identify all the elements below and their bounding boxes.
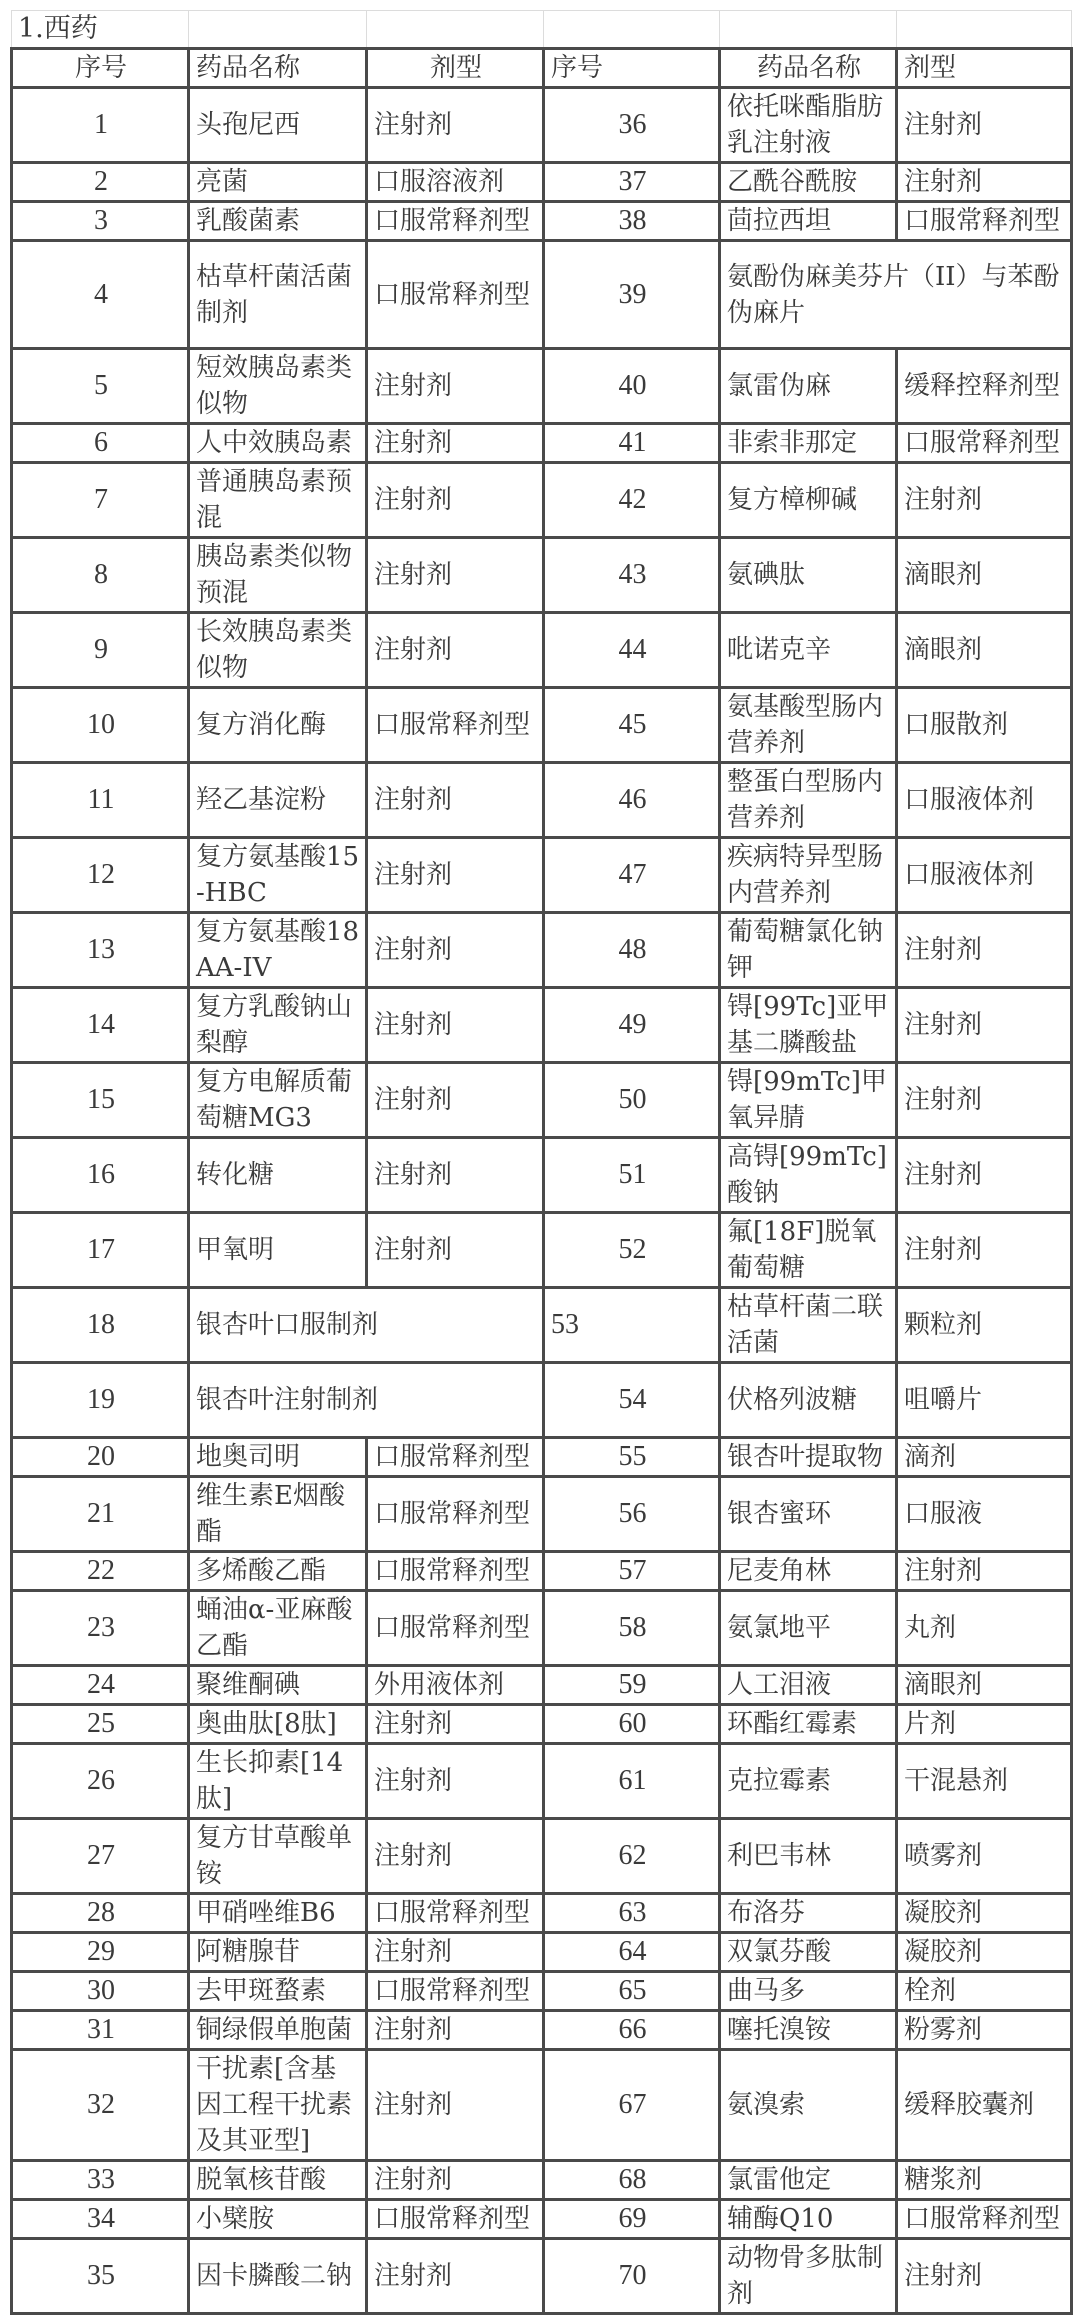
- drug-name-right: 茴拉西坦: [720, 202, 897, 241]
- row-number-left: 33: [12, 2161, 189, 2200]
- drug-name-right: 乙酰谷酰胺: [720, 163, 897, 202]
- row-number-left: 21: [12, 1477, 189, 1552]
- table-row: [12, 1972, 1072, 2011]
- header-form-left: 剂型: [367, 49, 544, 88]
- drug-name-left: 乳酸菌素: [189, 202, 367, 241]
- table-row: [12, 1438, 1072, 1477]
- table-row: [12, 202, 1072, 241]
- dosage-form-left: 注射剂: [367, 913, 544, 988]
- drug-name-left: 铜绿假单胞菌: [189, 2011, 367, 2050]
- row-number-right: 41: [544, 424, 720, 463]
- section-title-row: [12, 11, 1072, 49]
- drug-name-right: 尼麦角林: [720, 1552, 897, 1591]
- row-number-left: 7: [12, 463, 189, 538]
- drug-name-left: 多烯酸乙酯: [189, 1552, 367, 1591]
- drug-name-right: 复方樟柳碱: [720, 463, 897, 538]
- dosage-form-left: 注射剂: [367, 1063, 544, 1138]
- row-number-right: 55: [544, 1438, 720, 1477]
- header-form-right: 剂型: [897, 49, 1072, 88]
- dosage-form-left: 注射剂: [367, 2161, 544, 2200]
- drug-name-left: 生长抑素[14肽]: [189, 1744, 367, 1819]
- row-number-right: 56: [544, 1477, 720, 1552]
- drug-name-left: 维生素E烟酸酯: [189, 1477, 367, 1552]
- row-number-left: 30: [12, 1972, 189, 2011]
- row-number-right: 65: [544, 1972, 720, 2011]
- drug-name-right: 高锝[99mTc]酸钠: [720, 1138, 897, 1213]
- dosage-form-left: 注射剂: [367, 1138, 544, 1213]
- drug-name-left: 银杏叶口服制剂: [189, 1288, 544, 1363]
- row-number-left: 14: [12, 988, 189, 1063]
- dosage-form-right: 口服常释剂型: [897, 202, 1072, 241]
- row-number-right: 40: [544, 349, 720, 424]
- row-number-right: 49: [544, 988, 720, 1063]
- table-row: [12, 1363, 1072, 1438]
- drug-name-left: 短效胰岛素类似物: [189, 349, 367, 424]
- table-row: [12, 1552, 1072, 1591]
- row-number-left: 16: [12, 1138, 189, 1213]
- row-number-left: 29: [12, 1933, 189, 1972]
- table-row: [12, 2161, 1072, 2200]
- drug-list-table: [10, 10, 1073, 2315]
- row-number-right: 42: [544, 463, 720, 538]
- row-number-left: 17: [12, 1213, 189, 1288]
- table-row: [12, 1477, 1072, 1552]
- row-number-right: 59: [544, 1666, 720, 1705]
- drug-name-right: 氨基酸型肠内营养剂: [720, 688, 897, 763]
- drug-name-left: 阿糖腺苷: [189, 1933, 367, 1972]
- drug-name-right: 银杏蜜环: [720, 1477, 897, 1552]
- dosage-form-right: 滴眼剂: [897, 1666, 1072, 1705]
- drug-name-right: 布洛芬: [720, 1894, 897, 1933]
- row-number-left: 23: [12, 1591, 189, 1666]
- dosage-form-right: 片剂: [897, 1705, 1072, 1744]
- row-number-right: 63: [544, 1894, 720, 1933]
- dosage-form-left: 口服常释剂型: [367, 1552, 544, 1591]
- table-row: [12, 463, 1072, 538]
- dosage-form-right: 注射剂: [897, 1213, 1072, 1288]
- drug-name-right: 葡萄糖氯化钠钾: [720, 913, 897, 988]
- table-row: [12, 241, 1072, 349]
- row-number-left: 32: [12, 2050, 189, 2161]
- row-number-right: 47: [544, 838, 720, 913]
- row-number-left: 24: [12, 1666, 189, 1705]
- table-row: [12, 1288, 1072, 1363]
- row-number-right: 39: [544, 241, 720, 349]
- drug-name-left: 奥曲肽[8肽]: [189, 1705, 367, 1744]
- drug-name-right: 辅酶Q10: [720, 2200, 897, 2239]
- dosage-form-left: 注射剂: [367, 88, 544, 163]
- drug-name-right: 氨溴索: [720, 2050, 897, 2161]
- row-number-right: 64: [544, 1933, 720, 1972]
- dosage-form-right: 滴眼剂: [897, 613, 1072, 688]
- row-number-left: 31: [12, 2011, 189, 2050]
- dosage-form-right: 栓剂: [897, 1972, 1072, 2011]
- dosage-form-left: 口服常释剂型: [367, 2200, 544, 2239]
- row-number-right: 46: [544, 763, 720, 838]
- empty-cell: [720, 11, 897, 49]
- drug-name-left: 去甲斑蝥素: [189, 1972, 367, 2011]
- drug-name-left: 银杏叶注射制剂: [189, 1363, 544, 1438]
- header-seq-left: 序号: [12, 49, 189, 88]
- dosage-form-left: 注射剂: [367, 763, 544, 838]
- row-number-right: 60: [544, 1705, 720, 1744]
- table-row: [12, 349, 1072, 424]
- drug-name-right: 氨氯地平: [720, 1591, 897, 1666]
- dosage-form-left: 注射剂: [367, 613, 544, 688]
- drug-name-left: 甲氧明: [189, 1213, 367, 1288]
- dosage-form-right: 注射剂: [897, 1552, 1072, 1591]
- table-row: [12, 688, 1072, 763]
- drug-name-left: 干扰素[含基因工程干扰素及其亚型]: [189, 2050, 367, 2161]
- row-number-right: 69: [544, 2200, 720, 2239]
- table-row: [12, 838, 1072, 913]
- dosage-form-right: 口服液体剂: [897, 763, 1072, 838]
- drug-name-right: 锝[99Tc]亚甲基二膦酸盐: [720, 988, 897, 1063]
- dosage-form-right: 滴剂: [897, 1438, 1072, 1477]
- drug-name-left: 人中效胰岛素: [189, 424, 367, 463]
- drug-name-left: 复方电解质葡萄糖MG3: [189, 1063, 367, 1138]
- dosage-form-right: 口服液体剂: [897, 838, 1072, 913]
- drug-name-right: 氨碘肽: [720, 538, 897, 613]
- dosage-form-right: 凝胶剂: [897, 1894, 1072, 1933]
- table-row: [12, 1138, 1072, 1213]
- table-row: [12, 2050, 1072, 2161]
- table-row: [12, 1744, 1072, 1819]
- row-number-left: 2: [12, 163, 189, 202]
- row-number-right: 68: [544, 2161, 720, 2200]
- dosage-form-left: 注射剂: [367, 838, 544, 913]
- row-number-left: 27: [12, 1819, 189, 1894]
- dosage-form-left: 注射剂: [367, 1705, 544, 1744]
- table-row: [12, 1705, 1072, 1744]
- table-row: [12, 2239, 1072, 2314]
- dosage-form-right: 颗粒剂: [897, 1288, 1072, 1363]
- table-row: [12, 163, 1072, 202]
- table-row: [12, 1819, 1072, 1894]
- dosage-form-left: 注射剂: [367, 988, 544, 1063]
- drug-name-right: 双氯芬酸: [720, 1933, 897, 1972]
- row-number-right: 58: [544, 1591, 720, 1666]
- table-row: [12, 1591, 1072, 1666]
- row-number-left: 35: [12, 2239, 189, 2314]
- drug-name-right: 氟[18F]脱氧葡萄糖: [720, 1213, 897, 1288]
- row-number-left: 6: [12, 424, 189, 463]
- drug-name-right: 吡诺克辛: [720, 613, 897, 688]
- section-title: 1.西药: [12, 11, 189, 49]
- row-number-right: 43: [544, 538, 720, 613]
- dosage-form-right: 口服常释剂型: [897, 2200, 1072, 2239]
- dosage-form-right: 糖浆剂: [897, 2161, 1072, 2200]
- drug-name-right: 枯草杆菌二联活菌: [720, 1288, 897, 1363]
- row-number-left: 12: [12, 838, 189, 913]
- header-row: [12, 49, 1072, 88]
- dosage-form-left: 注射剂: [367, 1744, 544, 1819]
- drug-name-right: 克拉霉素: [720, 1744, 897, 1819]
- header-name-left: 药品名称: [189, 49, 367, 88]
- dosage-form-right: 喷雾剂: [897, 1819, 1072, 1894]
- dosage-form-left: 口服常释剂型: [367, 1438, 544, 1477]
- drug-name-left: 枯草杆菌活菌制剂: [189, 241, 367, 349]
- dosage-form-left: 口服常释剂型: [367, 202, 544, 241]
- dosage-form-left: 注射剂: [367, 2011, 544, 2050]
- row-number-right: 62: [544, 1819, 720, 1894]
- row-number-left: 15: [12, 1063, 189, 1138]
- drug-name-left: 复方乳酸钠山梨醇: [189, 988, 367, 1063]
- dosage-form-right: 干混悬剂: [897, 1744, 1072, 1819]
- drug-name-right: 氯雷伪麻: [720, 349, 897, 424]
- dosage-form-right: 缓释控释剂型: [897, 349, 1072, 424]
- row-number-left: 10: [12, 688, 189, 763]
- drug-name-left: 长效胰岛素类似物: [189, 613, 367, 688]
- header-name-right: 药品名称: [720, 49, 897, 88]
- table-row: [12, 1894, 1072, 1933]
- drug-name-left: 脱氧核苷酸: [189, 2161, 367, 2200]
- row-number-left: 18: [12, 1288, 189, 1363]
- drug-name-right: 银杏叶提取物: [720, 1438, 897, 1477]
- table-row: [12, 1063, 1072, 1138]
- row-number-left: 5: [12, 349, 189, 424]
- row-number-right: 36: [544, 88, 720, 163]
- drug-name-right: 氨酚伪麻美芬片（II）与苯酚伪麻片: [720, 241, 1072, 349]
- row-number-right: 61: [544, 1744, 720, 1819]
- drug-name-right: 人工泪液: [720, 1666, 897, 1705]
- dosage-form-right: 咀嚼片: [897, 1363, 1072, 1438]
- dosage-form-left: 注射剂: [367, 349, 544, 424]
- table-row: [12, 1666, 1072, 1705]
- table-row: [12, 613, 1072, 688]
- row-number-left: 11: [12, 763, 189, 838]
- drug-name-left: 蛹油α-亚麻酸乙酯: [189, 1591, 367, 1666]
- drug-name-right: 利巴韦林: [720, 1819, 897, 1894]
- table-row: [12, 538, 1072, 613]
- drug-name-left: 复方甘草酸单铵: [189, 1819, 367, 1894]
- header-seq-right: 序号: [544, 49, 720, 88]
- row-number-right: 52: [544, 1213, 720, 1288]
- drug-name-left: 小檗胺: [189, 2200, 367, 2239]
- dosage-form-left: 口服常释剂型: [367, 1894, 544, 1933]
- dosage-form-right: 滴眼剂: [897, 538, 1072, 613]
- drug-name-left: 地奥司明: [189, 1438, 367, 1477]
- drug-name-left: 复方消化酶: [189, 688, 367, 763]
- row-number-right: 70: [544, 2239, 720, 2314]
- empty-cell: [189, 11, 367, 49]
- dosage-form-left: 注射剂: [367, 2050, 544, 2161]
- row-number-right: 54: [544, 1363, 720, 1438]
- drug-name-left: 羟乙基淀粉: [189, 763, 367, 838]
- dosage-form-right: 注射剂: [897, 463, 1072, 538]
- dosage-form-right: 注射剂: [897, 913, 1072, 988]
- row-number-left: 20: [12, 1438, 189, 1477]
- dosage-form-right: 凝胶剂: [897, 1933, 1072, 1972]
- drug-name-right: 疾病特异型肠内营养剂: [720, 838, 897, 913]
- drug-name-right: 整蛋白型肠内营养剂: [720, 763, 897, 838]
- row-number-left: 13: [12, 913, 189, 988]
- dosage-form-right: 注射剂: [897, 88, 1072, 163]
- drug-name-left: 转化糖: [189, 1138, 367, 1213]
- row-number-left: 22: [12, 1552, 189, 1591]
- drug-name-right: 噻托溴铵: [720, 2011, 897, 2050]
- row-number-right: 38: [544, 202, 720, 241]
- dosage-form-left: 注射剂: [367, 1213, 544, 1288]
- dosage-form-left: 注射剂: [367, 1819, 544, 1894]
- drug-name-right: 锝[99mTc]甲氧异腈: [720, 1063, 897, 1138]
- table-row: [12, 763, 1072, 838]
- row-number-right: 57: [544, 1552, 720, 1591]
- dosage-form-left: 口服常释剂型: [367, 1477, 544, 1552]
- table-row: [12, 2200, 1072, 2239]
- row-number-right: 45: [544, 688, 720, 763]
- row-number-right: 66: [544, 2011, 720, 2050]
- row-number-left: 4: [12, 241, 189, 349]
- row-number-left: 3: [12, 202, 189, 241]
- row-number-right: 53: [544, 1288, 720, 1363]
- row-number-left: 1: [12, 88, 189, 163]
- dosage-form-left: 口服常释剂型: [367, 1972, 544, 2011]
- dosage-form-right: 缓释胶囊剂: [897, 2050, 1072, 2161]
- row-number-left: 28: [12, 1894, 189, 1933]
- row-number-right: 44: [544, 613, 720, 688]
- dosage-form-right: 口服散剂: [897, 688, 1072, 763]
- dosage-form-right: 注射剂: [897, 988, 1072, 1063]
- row-number-right: 37: [544, 163, 720, 202]
- table-row: [12, 913, 1072, 988]
- dosage-form-left: 口服常释剂型: [367, 688, 544, 763]
- drug-name-left: 胰岛素类似物预混: [189, 538, 367, 613]
- row-number-left: 8: [12, 538, 189, 613]
- drug-name-right: 依托咪酯脂肪乳注射液: [720, 88, 897, 163]
- dosage-form-left: 注射剂: [367, 2239, 544, 2314]
- dosage-form-right: 丸剂: [897, 1591, 1072, 1666]
- dosage-form-left: 注射剂: [367, 538, 544, 613]
- empty-cell: [367, 11, 544, 49]
- dosage-form-left: 口服常释剂型: [367, 1591, 544, 1666]
- drug-name-right: 非索非那定: [720, 424, 897, 463]
- dosage-form-right: 粉雾剂: [897, 2011, 1072, 2050]
- table-row: [12, 1213, 1072, 1288]
- empty-cell: [897, 11, 1072, 49]
- row-number-right: 67: [544, 2050, 720, 2161]
- drug-name-right: 曲马多: [720, 1972, 897, 2011]
- row-number-left: 26: [12, 1744, 189, 1819]
- table-row: [12, 2011, 1072, 2050]
- row-number-right: 50: [544, 1063, 720, 1138]
- drug-name-left: 因卡膦酸二钠: [189, 2239, 367, 2314]
- drug-name-right: 动物骨多肽制剂: [720, 2239, 897, 2314]
- dosage-form-left: 注射剂: [367, 424, 544, 463]
- table-row: [12, 88, 1072, 163]
- dosage-form-left: 注射剂: [367, 463, 544, 538]
- dosage-form-left: 口服常释剂型: [367, 241, 544, 349]
- dosage-form-right: 注射剂: [897, 1138, 1072, 1213]
- dosage-form-right: 注射剂: [897, 2239, 1072, 2314]
- dosage-form-right: 注射剂: [897, 163, 1072, 202]
- dosage-form-left: 外用液体剂: [367, 1666, 544, 1705]
- table-row: [12, 424, 1072, 463]
- table-row: [12, 1933, 1072, 1972]
- dosage-form-left: 口服溶液剂: [367, 163, 544, 202]
- drug-name-right: 氯雷他定: [720, 2161, 897, 2200]
- drug-name-right: 环酯红霉素: [720, 1705, 897, 1744]
- drug-name-left: 普通胰岛素预混: [189, 463, 367, 538]
- drug-name-left: 甲硝唑维B6: [189, 1894, 367, 1933]
- row-number-right: 51: [544, 1138, 720, 1213]
- row-number-left: 19: [12, 1363, 189, 1438]
- dosage-form-right: 口服常释剂型: [897, 424, 1072, 463]
- drug-name-left: 复方氨基酸18AA-IV: [189, 913, 367, 988]
- row-number-right: 48: [544, 913, 720, 988]
- dosage-form-left: 注射剂: [367, 1933, 544, 1972]
- row-number-left: 9: [12, 613, 189, 688]
- row-number-left: 25: [12, 1705, 189, 1744]
- table-row: [12, 988, 1072, 1063]
- drug-name-right: 伏格列波糖: [720, 1363, 897, 1438]
- drug-name-left: 复方氨基酸15-HBC: [189, 838, 367, 913]
- dosage-form-right: 口服液: [897, 1477, 1072, 1552]
- dosage-form-right: 注射剂: [897, 1063, 1072, 1138]
- drug-name-left: 头孢尼西: [189, 88, 367, 163]
- drug-name-left: 聚维酮碘: [189, 1666, 367, 1705]
- row-number-left: 34: [12, 2200, 189, 2239]
- drug-name-left: 亮菌: [189, 163, 367, 202]
- empty-cell: [544, 11, 720, 49]
